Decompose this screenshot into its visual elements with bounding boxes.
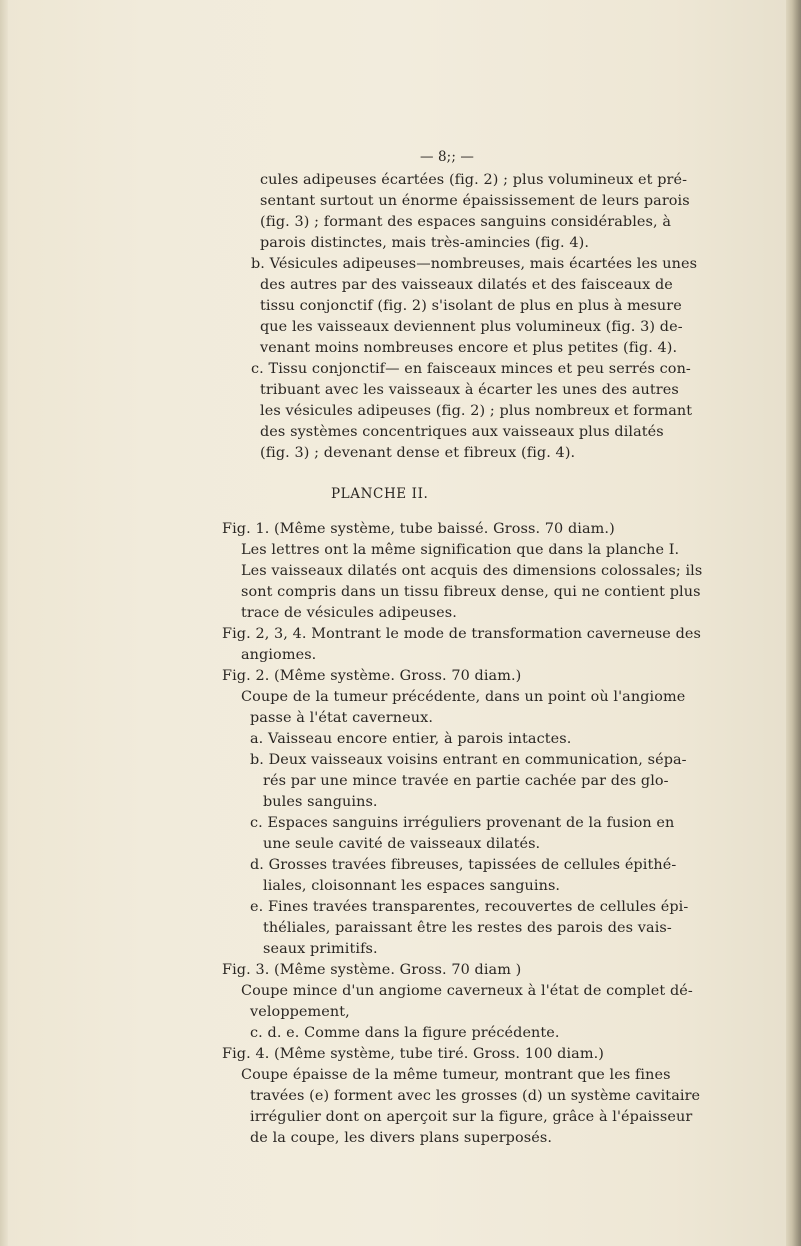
text-line: passe à l'état caverneux.	[250, 710, 434, 726]
text-line: Coupe de la tumeur précédente, dans un point où l'angiome	[241, 689, 686, 705]
text-line: angiomes.	[241, 647, 317, 663]
text-line: veloppement,	[250, 1004, 350, 1020]
text-line: (fig. 3) ; formant des espaces sanguins considérables, à	[260, 214, 672, 230]
text-line: sont compris dans un tissu fibreux dense, qui ne contient plus	[241, 584, 701, 600]
text-line: a. Vaisseau encore entier, à parois intactes.	[250, 731, 572, 747]
text-line: Les vaisseaux dilatés ont acquis des dimensions colossales; ils	[241, 563, 703, 579]
text-line: Fig. 4. (Même système, tube tiré. Gross. 100 diam.)	[222, 1046, 604, 1062]
text-line: b. Vésicules adipeuses—nombreuses, mais écartées les unes	[251, 256, 698, 272]
text-line: e. Fines travées transparentes, recouvertes de cellules épi-	[250, 899, 689, 915]
page-number: — 8;; —	[420, 149, 474, 165]
text-line: Fig. 2, 3, 4. Montrant le mode de transformation caverneuse des	[222, 626, 701, 642]
text-line: une seule cavité de vaisseaux dilatés.	[263, 836, 541, 852]
text-line: venant moins nombreuses encore et plus petites (fig. 4).	[260, 340, 678, 356]
text-line: que les vaisseaux deviennent plus volumineux (fig. 3) de-	[260, 319, 683, 335]
text-line: trace de vésicules adipeuses.	[241, 605, 457, 621]
text-line: sentant surtout un énorme épaississement de leurs parois	[260, 193, 690, 209]
text-line: Les lettres ont la même signification que dans la planche I.	[241, 542, 680, 558]
text-line: Coupe mince d'un angiome caverneux à l'état de complet dé-	[241, 983, 693, 999]
text-line: des systèmes concentriques aux vaisseaux plus dilatés	[260, 424, 664, 440]
text-line: rés par une mince travée en partie cachée par des glo-	[263, 773, 669, 789]
text-line: tissu conjonctif (fig. 2) s'isolant de plus en plus à mesure	[260, 298, 682, 314]
text-line: b. Deux vaisseaux voisins entrant en communication, sépa-	[250, 752, 687, 768]
text-line: tribuant avec les vaisseaux à écarter les unes des autres	[260, 382, 679, 398]
text-line: c. d. e. Comme dans la figure précédente.	[250, 1025, 560, 1041]
text-line: Fig. 2. (Même système. Gross. 70 diam.)	[222, 668, 522, 684]
text-line: seaux primitifs.	[263, 941, 378, 957]
text-line: de la coupe, les divers plans superposés.	[250, 1130, 553, 1146]
text-line: théliales, paraissant être les restes des parois des vais-	[263, 920, 672, 936]
text-line: c. Tissu conjonctif— en faisceaux minces et peu serrés con-	[251, 361, 691, 377]
text-line: travées (e) forment avec les grosses (d) un système cavitaire	[250, 1088, 701, 1104]
text-line: irrégulier dont on aperçoit sur la figure, grâce à l'épaisseur	[250, 1109, 693, 1125]
text-line: liales, cloisonnant les espaces sanguins.	[263, 878, 561, 894]
text-line: parois distinctes, mais très-amincies (fig. 4).	[260, 235, 590, 251]
text-line: c. Espaces sanguins irréguliers provenant de la fusion en	[250, 815, 675, 831]
text-line: Fig. 1. (Même système, tube baissé. Gross. 70 diam.)	[222, 521, 615, 537]
text-line: cules adipeuses écartées (fig. 2) ; plus volumineux et pré-	[260, 172, 688, 188]
section-heading: PLANCHE II.	[331, 486, 429, 502]
text-line: les vésicules adipeuses (fig. 2) ; plus nombreux et formant	[260, 403, 693, 419]
text-line: bules sanguins.	[263, 794, 378, 810]
text-line: Coupe épaisse de la même tumeur, montrant que les fines	[241, 1067, 671, 1083]
text-line: Fig. 3. (Même système. Gross. 70 diam )	[222, 962, 522, 978]
text-line: (fig. 3) ; devenant dense et fibreux (fig. 4).	[260, 445, 576, 461]
text-line: des autres par des vaisseaux dilatés et des faisceaux de	[260, 277, 673, 293]
text-line: d. Grosses travées fibreuses, tapissées de cellules épithé-	[250, 857, 677, 873]
